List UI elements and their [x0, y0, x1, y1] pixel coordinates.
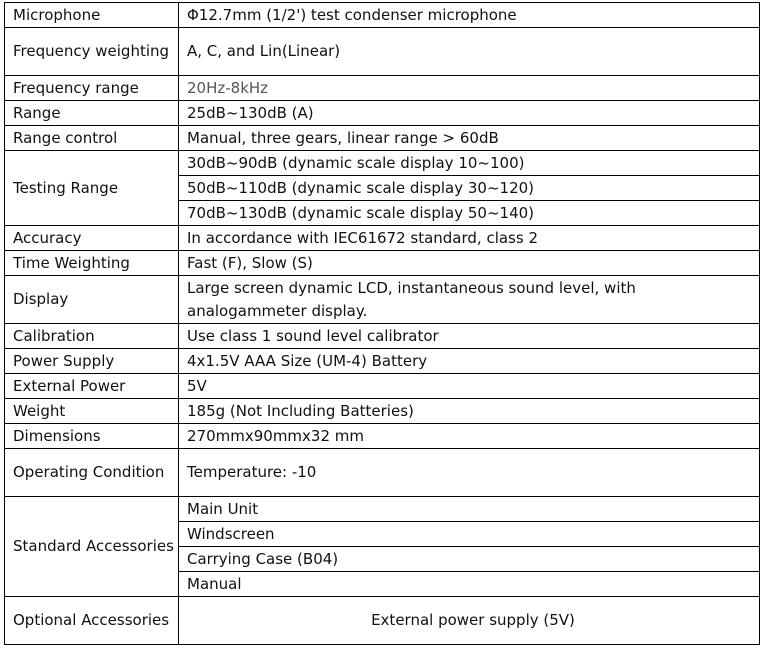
row-label: Operating Condition	[5, 449, 179, 497]
row-label: Power Supply	[5, 349, 179, 374]
table-row	[5, 251, 760, 276]
table-row	[5, 276, 760, 324]
table-row	[5, 151, 760, 176]
table-row	[5, 424, 760, 449]
row-label: Optional Accessories	[5, 597, 179, 645]
row-value: External power supply (5V)	[179, 597, 760, 645]
row-value: 4x1.5V AAA Size (UM-4) Battery	[179, 349, 760, 374]
table-row	[5, 101, 760, 126]
row-value: A, C, and Lin(Linear)	[179, 28, 760, 76]
row-value: Use class 1 sound level calibrator	[179, 324, 760, 349]
row-label: Time Weighting	[5, 251, 179, 276]
row-label: Range control	[5, 126, 179, 151]
row-value: 185g (Not Including Batteries)	[179, 399, 760, 424]
table-row	[5, 399, 760, 424]
table-row	[5, 349, 760, 374]
row-value: 30dB~90dB (dynamic scale display 10~100)	[179, 151, 760, 176]
table-row	[5, 126, 760, 151]
row-value: Manual	[179, 572, 760, 597]
spec-table	[4, 2, 760, 645]
row-label: Microphone	[5, 3, 179, 28]
row-value: Manual, three gears, linear range > 60dB	[179, 126, 760, 151]
table-row	[5, 597, 760, 645]
table-row	[5, 497, 760, 522]
row-label: Testing Range	[5, 151, 179, 226]
row-value: Main Unit	[179, 497, 760, 522]
row-value: Temperature: -10	[179, 449, 760, 497]
row-label: Calibration	[5, 324, 179, 349]
row-value: 5V	[179, 374, 760, 399]
row-value: Fast (F), Slow (S)	[179, 251, 760, 276]
row-label: Range	[5, 101, 179, 126]
row-label: Frequency weighting	[5, 28, 179, 76]
row-value: 270mmx90mmx32 mm	[179, 424, 760, 449]
row-label: Accuracy	[5, 226, 179, 251]
row-label: Dimensions	[5, 424, 179, 449]
row-label: External Power	[5, 374, 179, 399]
table-row	[5, 449, 760, 497]
row-value: Φ12.7mm (1/2') test condenser microphone	[179, 3, 760, 28]
row-value: In accordance with IEC61672 standard, class 2	[179, 226, 760, 251]
table-row	[5, 76, 760, 101]
table-row	[5, 374, 760, 399]
row-value: Large screen dynamic LCD, instantaneous sound level, with analogammeter display.	[179, 276, 760, 324]
row-value: Carrying Case (B04)	[179, 547, 760, 572]
table-row	[5, 3, 760, 28]
row-value: 25dB~130dB (A)	[179, 101, 760, 126]
row-label: Frequency range	[5, 76, 179, 101]
table-row	[5, 324, 760, 349]
row-value: 50dB~110dB (dynamic scale display 30~120)	[179, 176, 760, 201]
row-value: 70dB~130dB (dynamic scale display 50~140)	[179, 201, 760, 226]
row-label: Display	[5, 276, 179, 324]
table-row	[5, 28, 760, 76]
row-value: 20Hz-8kHz	[179, 76, 760, 101]
row-label: Weight	[5, 399, 179, 424]
row-value: Windscreen	[179, 522, 760, 547]
table-row	[5, 226, 760, 251]
row-label: Standard Accessories	[5, 497, 179, 597]
